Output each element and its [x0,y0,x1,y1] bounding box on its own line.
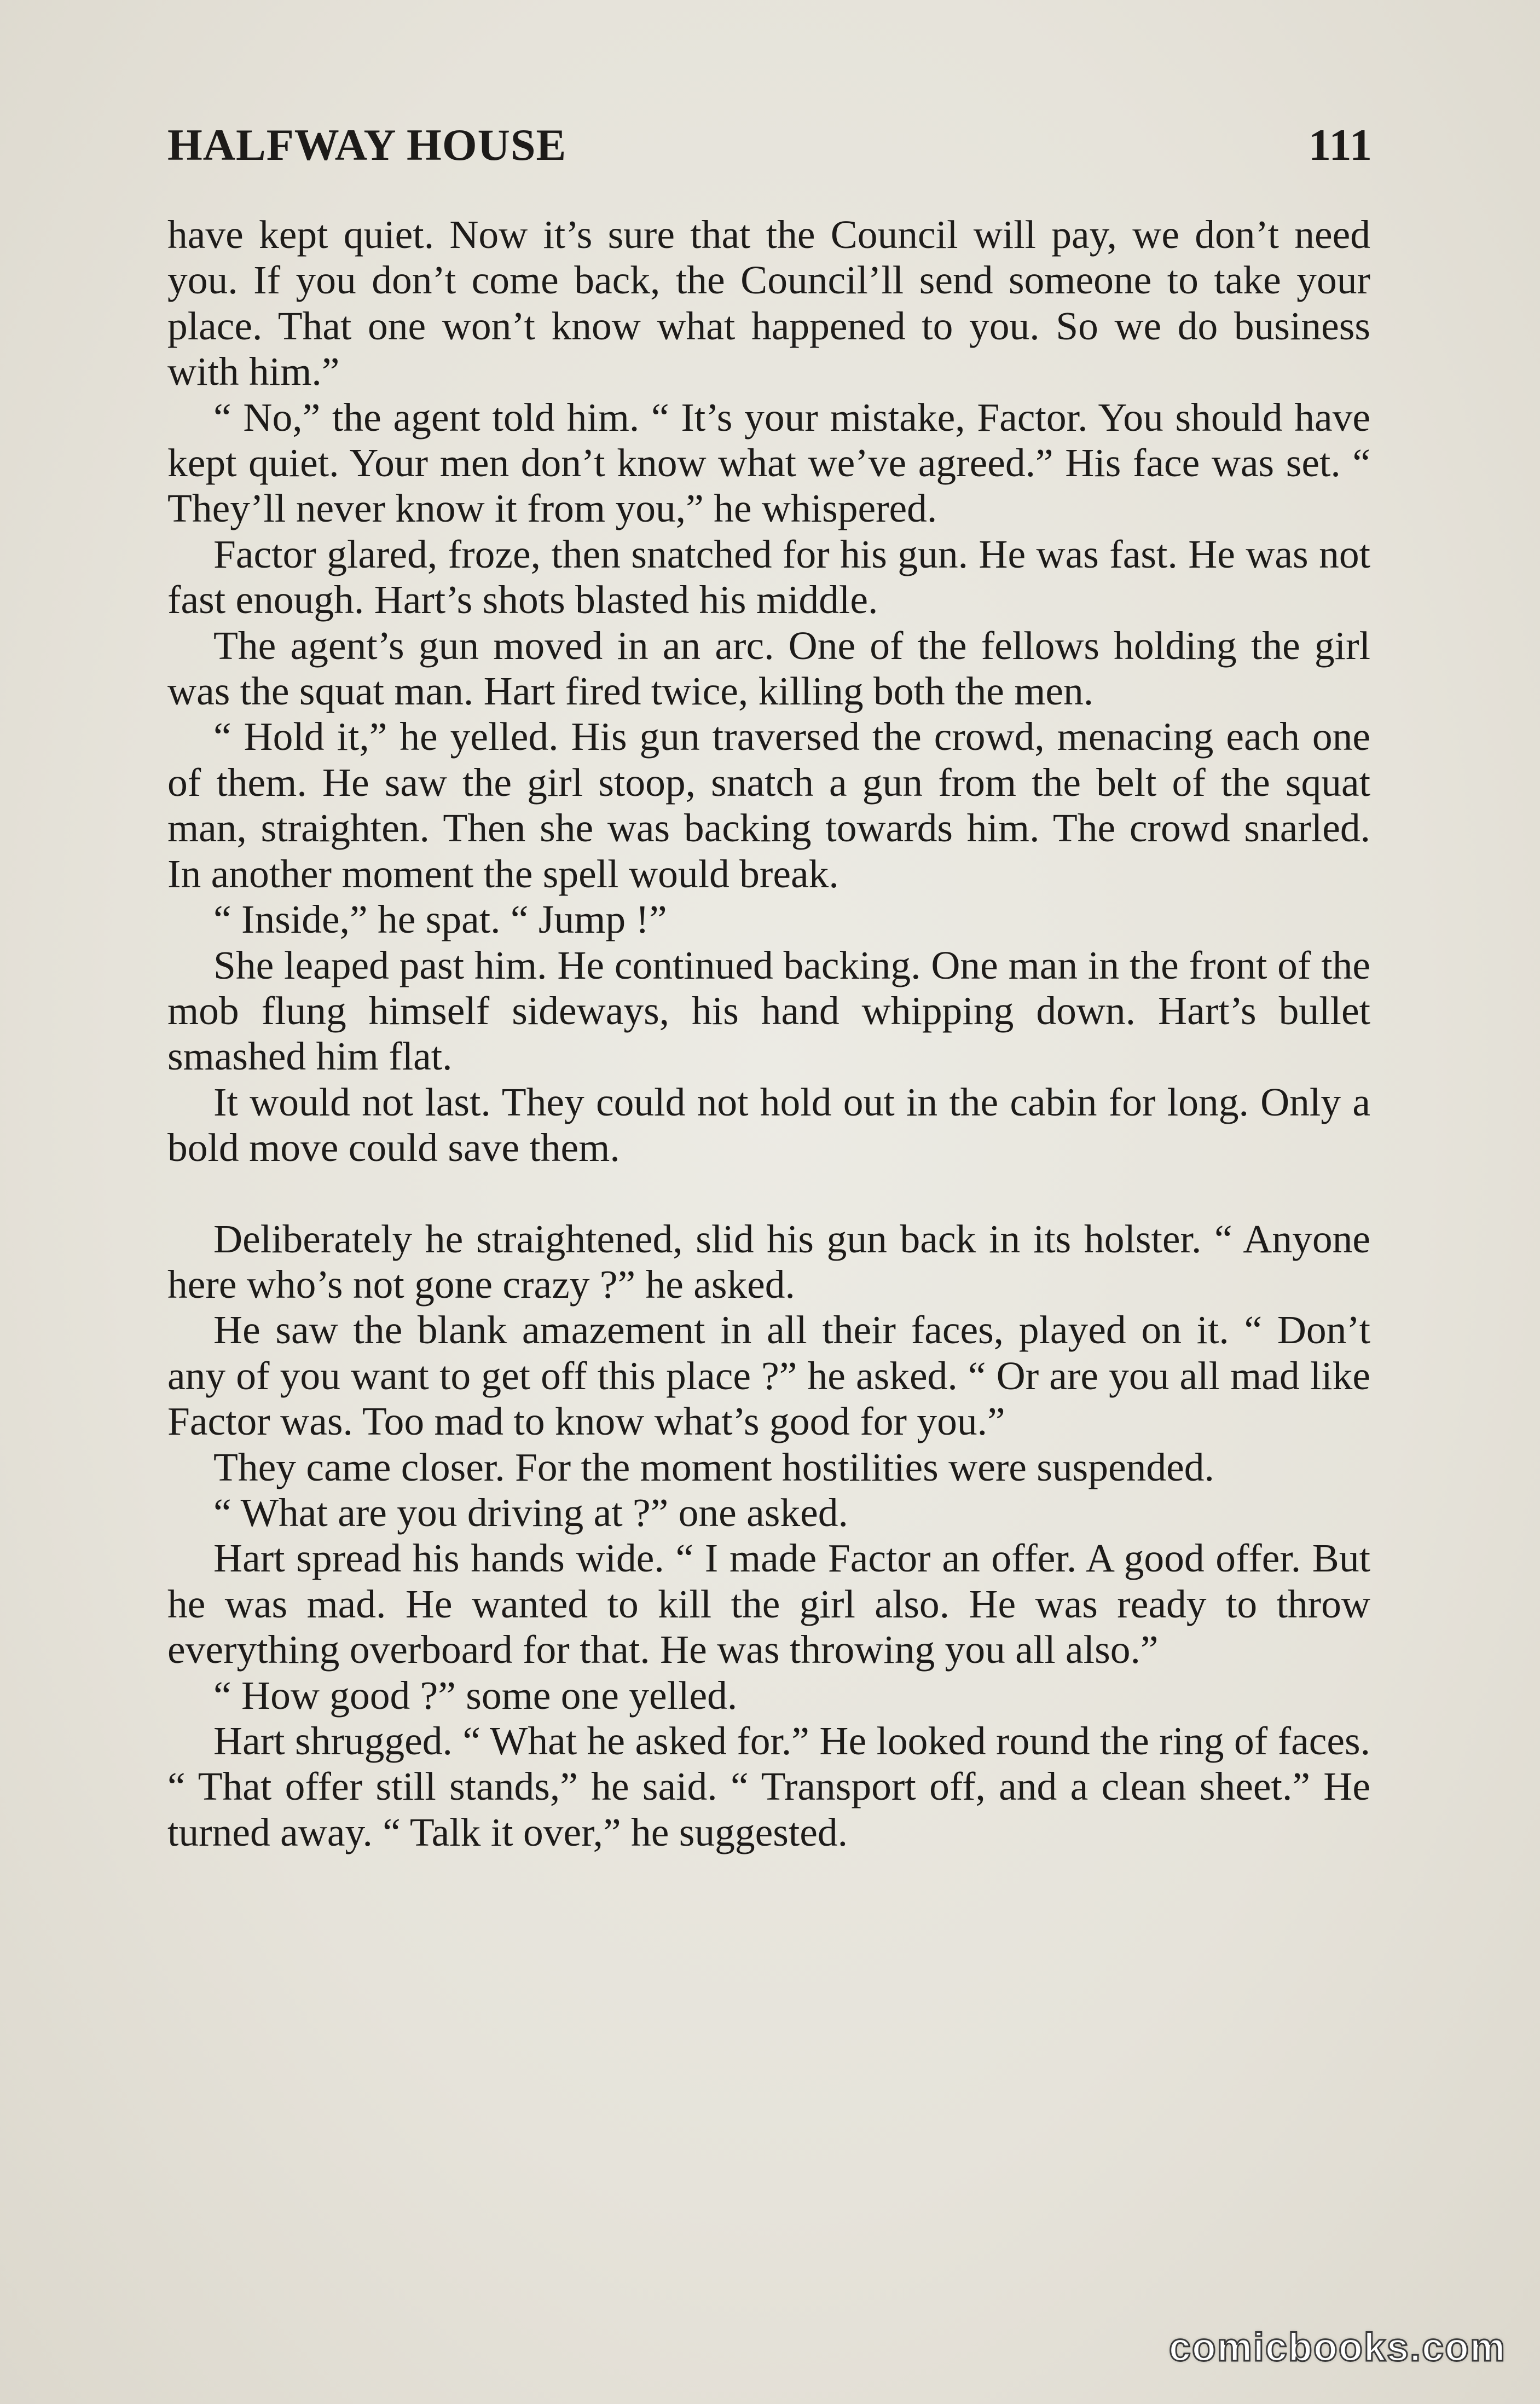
running-header [167,119,1373,180]
paragraph: Deliberately he straightened, slid his gun back in its holster. “ Anyone here who’s not gone crazy ?” he asked. [167,1216,1370,1307]
paragraph: “ No,” the agent told him. “ It’s your mistake, Factor. You should have kept quiet. Your men don’t know what we’ve agreed.” His face was set. “ They’ll never know it from you,” he whispered. [167,395,1370,531]
paragraph: They came closer. For the moment hostilities were suspended. [213,1444,1214,1489]
paragraph: He saw the blank amazement in all their faces, played on it. “ Don’t any of you want to get off this place ?” he asked. “ Or are you all mad like Factor was. Too mad to know what’s good for you.” [167,1308,1370,1444]
page-number: 111 [1309,120,1373,170]
paragraph: “ What are you driving at ?” one asked. [213,1490,848,1535]
paragraph: Hart spread his hands wide. “ I made Factor an offer. A good offer. But he was mad. He wanted to kill the girl also. He was ready to throw everything overboard for that. He was throwing you all also.” [167,1536,1370,1672]
paragraph: It would not last. They could not hold out in the cabin for long. Only a bold move could save them. [167,1079,1370,1170]
paragraph: “ How good ?” some one yelled. [213,1673,738,1718]
running-title: HALFWAY HOUSE [167,120,567,170]
paragraph: have kept quiet. Now it’s sure that the Council will pay, we don’t need you. If you don’t come back, the Council’ll send someone to take your place. That one won’t know what happened to you. So we do business with him.” [167,212,1370,394]
paragraph: “ Hold it,” he yelled. His gun traversed the crowd, menacing each one of them. He saw the girl stoop, snatch a gun from the belt of the squat man, straighten. Then she was backing towards him. The crowd snarled. In another moment the spell would break. [167,714,1370,896]
paragraph: She leaped past him. He continued backing. One man in the front of the mob flung himself sideways, his hand whipping down. Hart’s bullet smashed him flat. [167,943,1370,1079]
paragraph: “ Inside,” he spat. “ Jump !” [213,897,667,942]
watermark: comicbooks.com [1168,2326,1506,2370]
paragraph: Hart shrugged. “ What he asked for.” He looked round the ring of faces. “ That offer still stands,” he said. “ Transport off, and a clean sheet.” He turned away. “ Talk it over,” he suggested. [167,1719,1370,1854]
body-text [167,212,1370,1855]
paragraph: The agent’s gun moved in an arc. One of the fellows holding the girl was the squat man. Hart fired twice, killing both the men. [167,623,1370,714]
paragraph: Factor glared, froze, then snatched for his gun. He was fast. He was not fast enough. Hart’s shots blasted his middle. [167,531,1370,622]
